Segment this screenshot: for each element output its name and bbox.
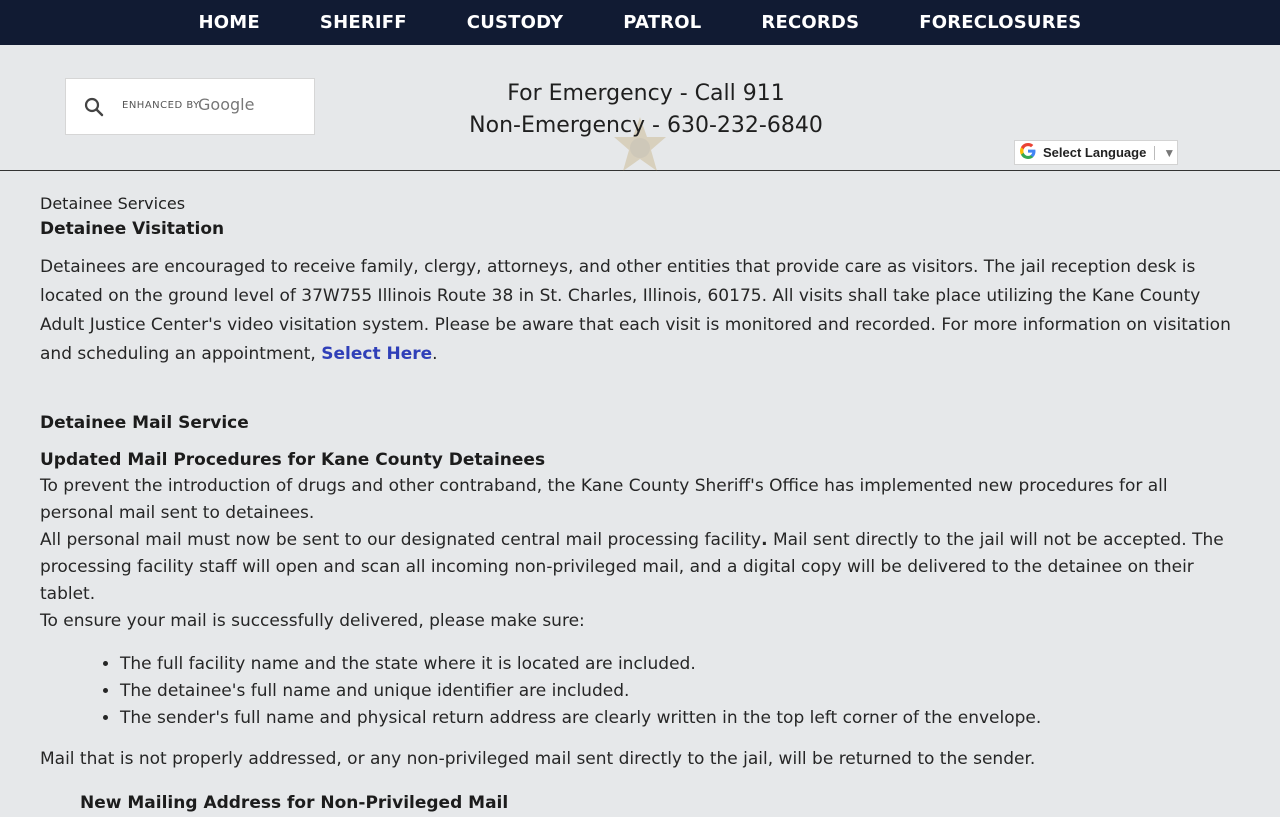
- mail-paragraph-1: To prevent the introduction of drugs and other contraband, the Kane County Sheriff's Office has implemented new procedures for all personal mail sent to detainees.: [40, 476, 1168, 523]
- select-here-link[interactable]: Select Here: [321, 344, 433, 364]
- select-language-label: Select Language: [1043, 145, 1147, 160]
- search-icon[interactable]: [84, 97, 104, 122]
- mail-paragraph-2-a: All personal mail must now be sent to our designated central mail processing facility: [40, 530, 762, 550]
- list-item: • The full facility name and the state where it is located are included.: [120, 651, 1240, 678]
- chevron-down-icon: ▼: [1163, 145, 1176, 160]
- nav-patrol[interactable]: PATROL: [623, 12, 702, 33]
- breadcrumb: Detainee Services: [40, 194, 186, 213]
- updated-mail-heading: Updated Mail Procedures for Kane County Detainees: [40, 450, 546, 470]
- mail-paragraph-2: [40, 527, 1240, 608]
- nav-foreclosures[interactable]: FORECLOSURES: [919, 12, 1082, 33]
- list-item: • The detainee's full name and unique identifier are included.: [120, 678, 1240, 705]
- visitation-period: .: [432, 344, 438, 364]
- enhanced-by-label: ENHANCED BY: [122, 100, 200, 111]
- search-input[interactable]: [65, 78, 315, 135]
- mail-paragraph-2-c: Mail sent directly to the jail will not be accepted. The processing facility staff will open and scan all incoming non-privileged mail, and a digital copy will be delivered to the detainee on their tablet.: [40, 530, 1224, 604]
- emergency-contact: [440, 78, 852, 142]
- top-navigation: [0, 0, 1280, 45]
- emergency-line: For Emergency - Call 911: [507, 81, 785, 106]
- nav-records[interactable]: RECORDS: [761, 12, 860, 33]
- mail-paragraph-3: To ensure your mail is successfully delivered, please make sure:: [40, 611, 585, 631]
- mail-requirements-list: [40, 651, 1240, 732]
- site-header: [0, 45, 1280, 171]
- google-logo-text: Google: [198, 95, 255, 114]
- select-language-button[interactable]: [1014, 140, 1178, 165]
- non-emergency-line: Non-Emergency - 630-232-6840: [469, 113, 823, 138]
- mail-service-heading: Detainee Mail Service: [40, 413, 249, 433]
- google-g-icon: [1019, 142, 1037, 163]
- visitation-heading: Detainee Visitation: [40, 219, 225, 239]
- nav-home[interactable]: HOME: [198, 12, 260, 33]
- mail-paragraph-2-dot: .: [761, 530, 768, 550]
- list-item: • The sender's full name and physical return address are clearly written in the top left corner of the envelope.: [120, 705, 1240, 732]
- language-divider: [1154, 146, 1155, 160]
- visitation-text: Detainees are encouraged to receive family, clergy, attorneys, and other entities that provide care as visitors. The jail reception desk is located on the ground level of 37W755 Illinois Route 38 in St. Charles, Illinois, 60175. All visits shall take place utilizing the Kane County Adult Justice Center's video visitation system. Please be aware that each visit is monitored and recorded. For more information on visitation and scheduling an appointment,: [40, 257, 1231, 364]
- new-address-heading: New Mailing Address for Non-Privileged Mail: [80, 793, 509, 813]
- visitation-paragraph: [40, 253, 1240, 369]
- nav-sheriff[interactable]: SHERIFF: [319, 12, 407, 33]
- main-content: [0, 193, 1280, 817]
- nav-custody[interactable]: CUSTODY: [466, 12, 564, 33]
- mail-paragraph-4: Mail that is not properly addressed, or any non-privileged mail sent directly to the jail, will be returned to the sender.: [40, 749, 1036, 769]
